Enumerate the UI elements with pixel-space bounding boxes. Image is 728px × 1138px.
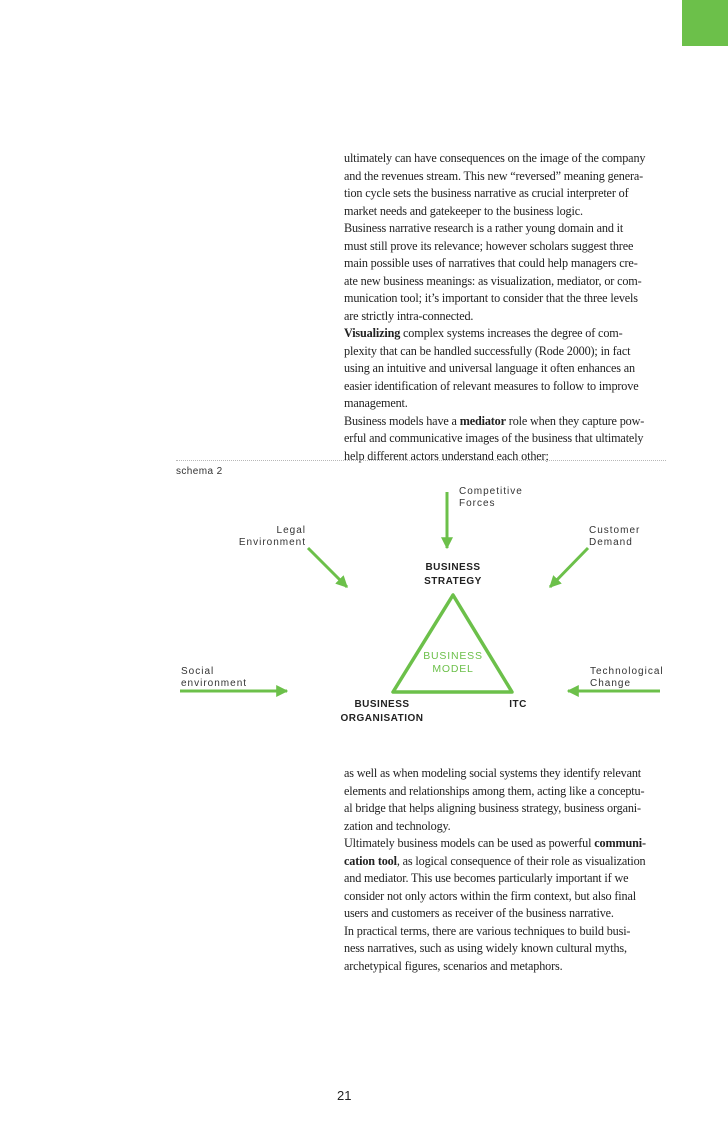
body-text-bottom [344,765,684,975]
paragraph-1: ultimately can have consequences on the image of the company and the revenues stream. This new “reversed” meaning genera- tion cycle sets the business narrative as crucial interpreter of market needs and gatekeeper to the business logic. [344,151,646,218]
label-business-strategy: BUSINESS STRATEGY [424,562,482,587]
paragraph-mediator: Business models have a mediator role when they capture pow- erful and communicative images of the business that ultimately help different actors understand each other; [344,413,645,463]
term-visualizing: Visualizing [344,326,401,340]
paragraph-2: Business narrative research is a rather young domain and it must still prove its relevance; however scholars suggest three main possible uses of narratives that could help managers cre- ate new business meanings: as visualization, mediator, or com- munication tool; it’s important to consider that the three levels are strictly intra-connected. [344,221,642,323]
arrow-legal-environment [308,548,347,587]
paragraph-communication-tool: Ultimately business models can be used as powerful communi- cation tool, as logical consequence of their role as visualization and mediator. This use becomes particularly important if we consider not only actors within the firm context, but also final users and customers as receiver of the business narrative. [344,836,646,920]
term-mediator: mediator [459,413,506,428]
paragraph-modeling: as well as when modeling social systems they identify relevant elements and relationships among them, acting like a conceptu- al bridge that helps aligning business strategy, business organi- zation and technology. [344,766,645,833]
label-technological-change: Technological Change [590,666,664,689]
page-number: 21 [337,1088,352,1103]
arrow-customer-demand [550,548,588,587]
term-communication: communi- [594,836,646,850]
label-social-environment: Social environment [181,666,248,689]
label-business-model: BUSINESS MODEL [423,650,483,675]
label-competitive-forces: Competitive Forces [459,486,523,509]
business-model-triangle [393,595,512,692]
term-cation-tool: cation tool [344,853,397,868]
label-legal-environment: Legal Environment [238,525,306,548]
label-itc: ITC [509,699,527,710]
paragraph-visualizing: Visualizing complex systems increases the degree of com- plexity that can be handled successfully (Rode 2000); in fact using an intuitive and universal language it often enhances an easier identification of relevant measures to follow to improve management. [344,326,639,410]
label-customer-demand: Customer Demand [589,525,641,548]
paragraph-practical-terms: In practical terms, there are various techniques to build busi- ness narratives, such as using widely known cultural myths, archetypical figures, scenarios and metaphors. [344,923,631,973]
schema-label: schema 2 [176,466,223,477]
label-business-organisation: BUSINESS ORGANISATION [340,699,424,724]
